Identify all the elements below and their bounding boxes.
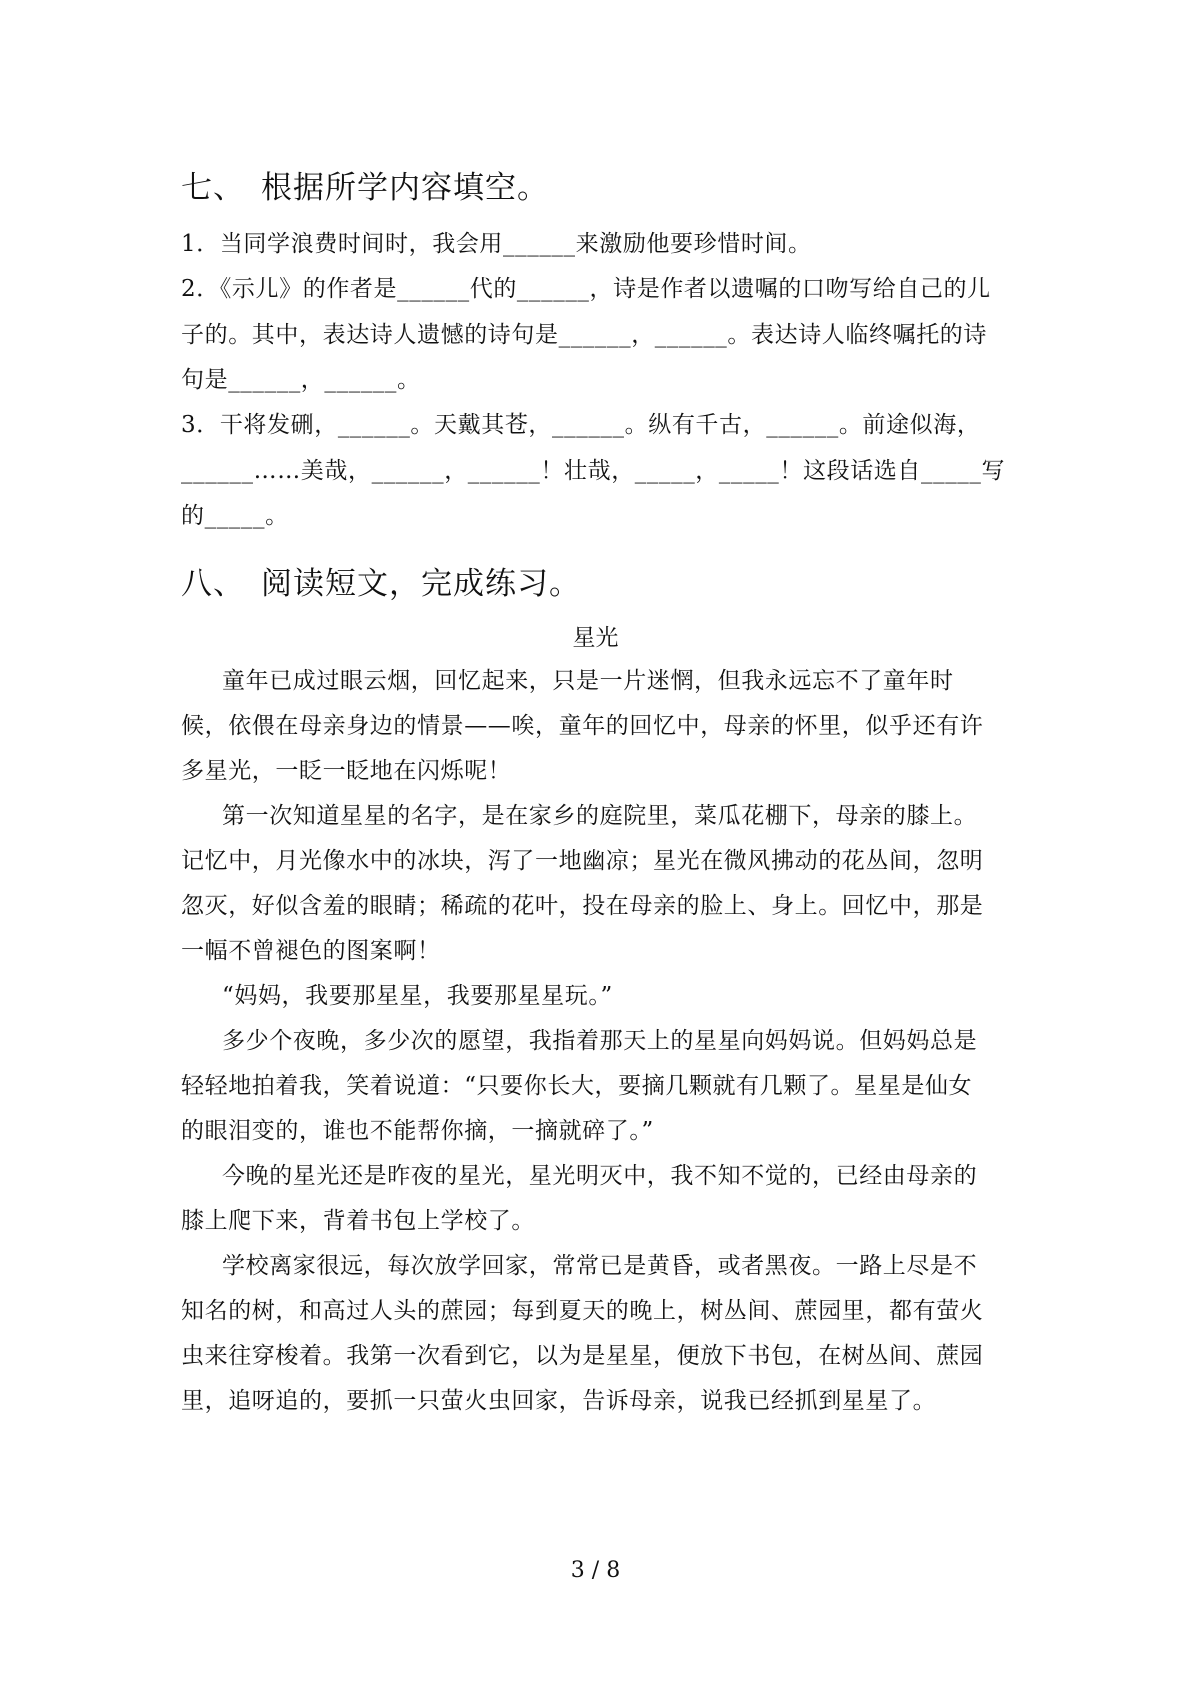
passage-line: 记忆中，月光像水中的冰块，泻了一地幽凉；星光在微风拂动的花丛间，忽明 [181,848,984,874]
page-number: 3 / 8 [570,1558,621,1583]
section-7-heading [181,168,549,208]
fill-blank-line: 2．《示儿》的作者是______代的______，诗是作者以遗嘱的口吻写给自己的儿 [181,276,991,302]
passage-line: 的眼泪变的，谁也不能帮你摘，一摘就碎了。” [181,1118,654,1144]
fill-blank-line: 句是______，______。 [181,367,421,393]
passage-line: “妈妈，我要那星星，我要那星星玩。” [222,983,613,1009]
passage-line: 今晚的星光还是昨夜的星光，星光明灭中，我不知不觉的，已经由母亲的 [222,1163,978,1189]
passage-line: 多少个夜晚，多少次的愿望，我指着那天上的星星向妈妈说。但妈妈总是 [222,1028,978,1054]
passage-line: 里，追呀追的，要抓一只萤火虫回家，告诉母亲，说我已经抓到星星了。 [181,1388,937,1414]
passage-line: 候，依偎在母亲身边的情景——唉，童年的回忆中，母亲的怀里，似乎还有许 [181,713,984,739]
section-7-number: 七、 [181,170,245,206]
passage-line: 多星光，一眨一眨地在闪烁呢！ [181,758,512,784]
passage-line: 学校离家很远，每次放学回家，常常已是黄昏，或者黑夜。一路上尽是不 [222,1253,978,1279]
passage-line: 轻轻地拍着我，笑着说道：“只要你长大，要摘几颗就有几颗了。星星是仙女 [181,1073,973,1099]
section-8-heading [181,564,581,604]
fill-blank-line: 1．当同学浪费时间时，我会用______来激励他要珍惜时间。 [181,231,812,257]
section-7-title: 根据所学内容填空。 [261,170,549,206]
passage-line: 童年已成过眼云烟，回忆起来，只是一片迷惘，但我永远忘不了童年时 [222,668,954,694]
fill-blank-line: 3．干将发硎，______。天戴其苍，______。纵有千古，______。前途似海， [181,412,981,438]
passage-line: 一幅不曾褪色的图案啊！ [181,938,441,964]
passage-line: 忽灭，好似含羞的眼睛；稀疏的花叶，投在母亲的脸上、身上。回忆中，那是 [181,893,984,919]
passage-line: 虫来往穿梭着。我第一次看到它，以为是星星，便放下书包，在树丛间、蔗园 [181,1343,984,1369]
section-8-number: 八、 [181,566,245,602]
fill-blank-line: 子的。其中，表达诗人遗憾的诗句是______，______。表达诗人临终嘱托的诗 [181,322,987,348]
fill-blank-line: ______……美哉，______，______！壮哉，_____，_____！这段话选自_____写 [181,458,1006,484]
passage-line: 膝上爬下来，背着书包上学校了。 [181,1208,535,1234]
fill-blank-line: 的_____。 [181,503,289,529]
passage-title: 星光 [572,625,619,651]
passage-line: 第一次知道星星的名字，是在家乡的庭院里，菜瓜花棚下，母亲的膝上。 [222,803,978,829]
passage-line: 知名的树，和高过人头的蔗园；每到夏天的晚上，树丛间、蔗园里，都有萤火 [181,1298,984,1324]
section-8-title: 阅读短文，完成练习。 [261,566,581,602]
